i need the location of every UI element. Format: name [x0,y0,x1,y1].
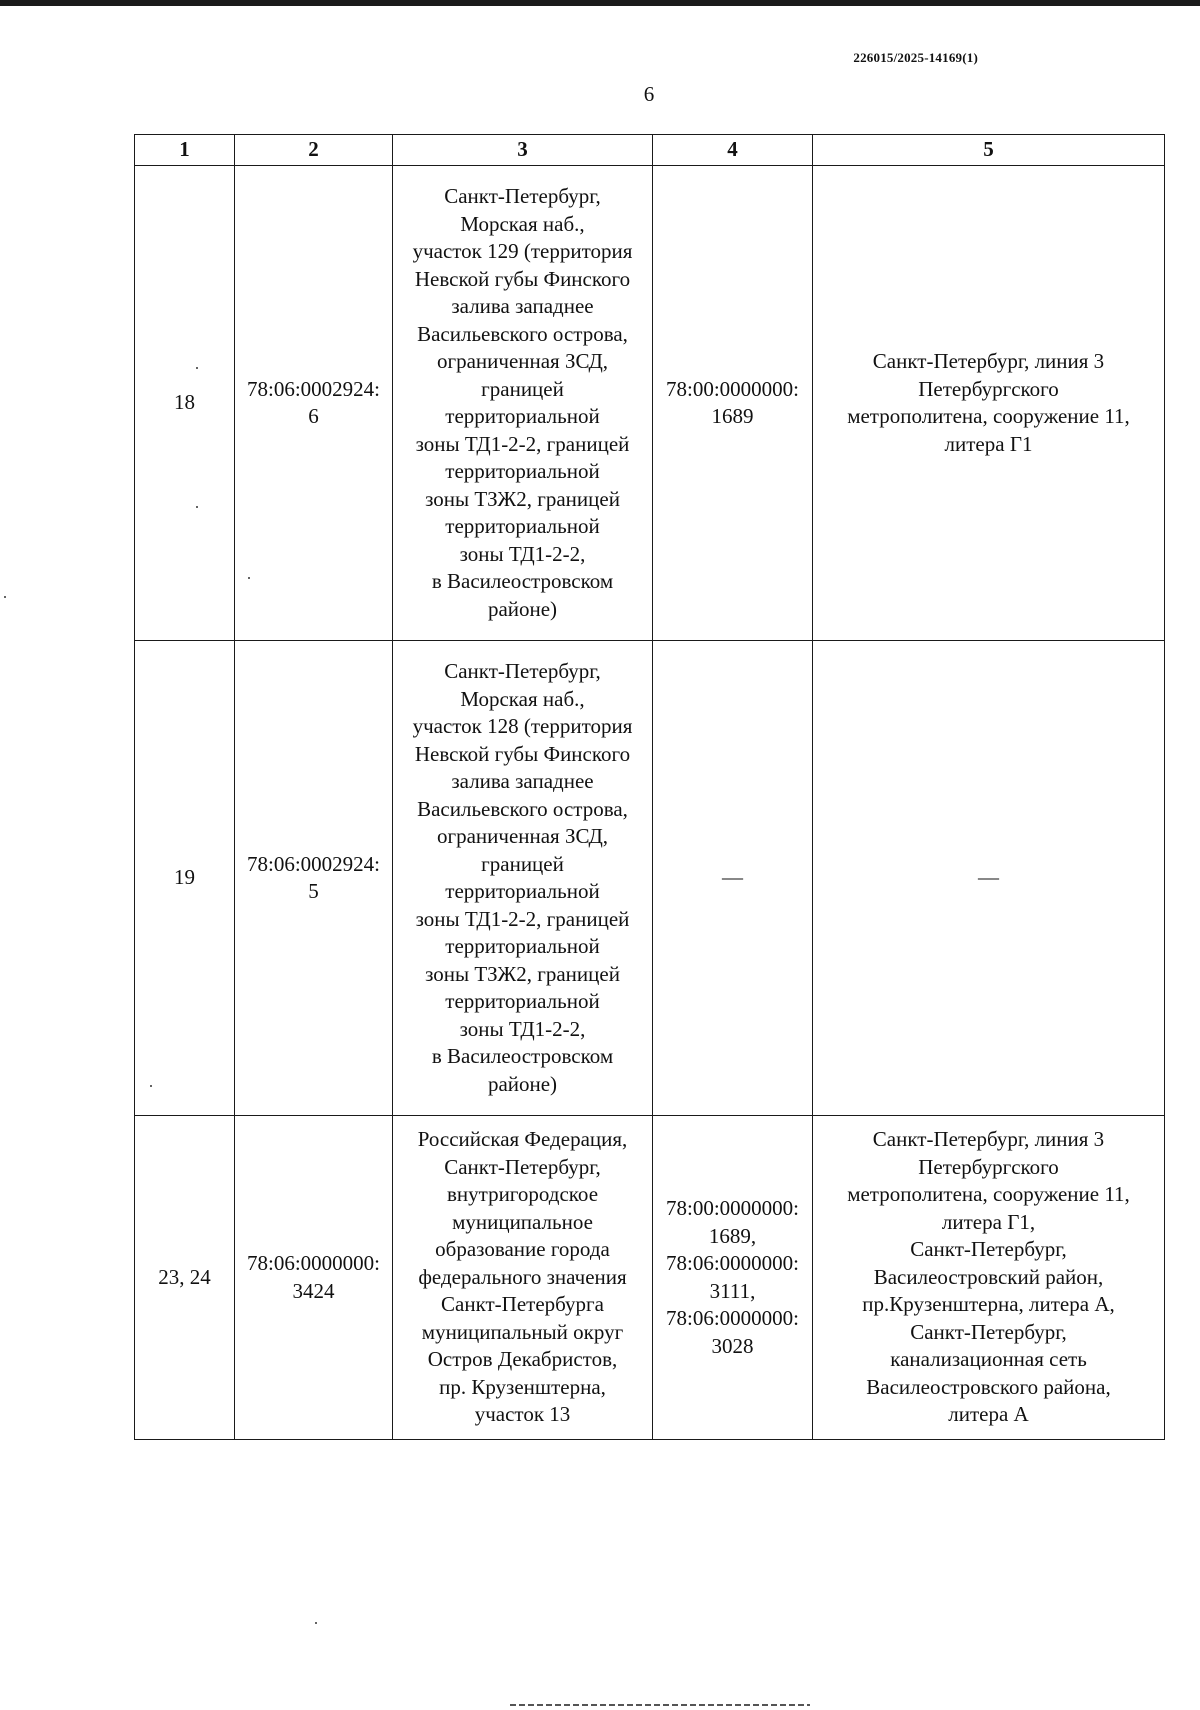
object-address-cell [813,1116,1165,1440]
row-number-cell [135,1116,235,1440]
column-header-5: 5 [813,135,1165,166]
object-cadastral-numbers: 78:00:0000000: 1689 [665,376,799,428]
page-number: 6 [643,82,655,106]
column-header-2: 2 [235,135,393,166]
scan-speck [196,506,198,508]
table-row [135,641,1165,1116]
scan-bottom-mark [510,1704,810,1706]
scan-speck [4,596,6,598]
row-number: 23, 24 [158,1264,211,1289]
cadastral-cell [235,1116,393,1440]
object-cadastral-cell [653,641,813,1116]
row-number: 18 [174,390,195,415]
document-number: 226015/2025-14169(1) [853,50,978,65]
table-row [135,166,1165,641]
cadastral-cell [235,641,393,1116]
column-header-3: 3 [393,135,653,166]
scan-speck [196,367,198,369]
row-number: 19 [174,865,195,890]
object-cadastral-cell [653,166,813,641]
registry-table [134,134,1165,1440]
address-cell [393,641,653,1116]
object-address-cell [813,166,1165,641]
scan-speck [248,577,250,579]
cadastral-number: 78:06:0000000: 3424 [246,1251,380,1303]
plot-address: Санкт-Петербург, Морская наб., участок 129 (территория Невской губы Финского залива западнее Васильевского острова, ограниченная ЗСД, границей территориальной зоны ТД1-2-2, границей территориальной зоны ТЗЖ2, границей территориальной зоны ТД1-2-2, в Василеостровском районе) [412,184,633,621]
object-cadastral-numbers: — [722,865,743,890]
plot-address: Российская Федерация, Санкт-Петербург, внутригородское муниципальное образование города федерального значения Санкт-Петербурга муниципальный округ Остров Декабристов, пр. Крузенштерна, участок 13 [417,1127,628,1427]
row-number-cell [135,166,235,641]
row-number-cell [135,641,235,1116]
address-cell [393,1116,653,1440]
scan-top-edge [0,0,1200,6]
object-address: Санкт-Петербург, линия 3 Петербургского метрополитена, сооружение 11, литера Г1 [847,349,1130,456]
column-header-4: 4 [653,135,813,166]
column-header-1: 1 [135,135,235,166]
scan-speck [150,1085,152,1087]
object-address-cell [813,641,1165,1116]
plot-address: Санкт-Петербург, Морская наб., участок 128 (территория Невской губы Финского залива западнее Васильевского острова, ограниченная ЗСД, границей территориальной зоны ТД1-2-2, границей территориальной зоны ТЗЖ2, границей территориальной зоны ТД1-2-2, в Василеостровском районе) [412,659,633,1096]
object-cadastral-cell [653,1116,813,1440]
cadastral-cell [235,166,393,641]
object-address: Санкт-Петербург, линия 3 Петербургского метрополитена, сооружение 11, литера Г1, Санкт-Петербург, Василеостровский район, пр.Крузенштерна, литера А, Санкт-Петербург, канализационная сеть Василеостровского района, литера А [847,1127,1130,1427]
object-address: — [978,865,999,890]
cadastral-number: 78:06:0002924: 5 [246,851,380,903]
cadastral-number: 78:06:0002924: 6 [246,376,380,428]
address-cell [393,166,653,641]
table-header-row [135,135,1165,166]
table-row [135,1116,1165,1440]
object-cadastral-numbers: 78:00:0000000: 1689, 78:06:0000000: 3111, 78:06:0000000: 3028 [665,1196,799,1358]
scan-speck [315,1622,317,1624]
